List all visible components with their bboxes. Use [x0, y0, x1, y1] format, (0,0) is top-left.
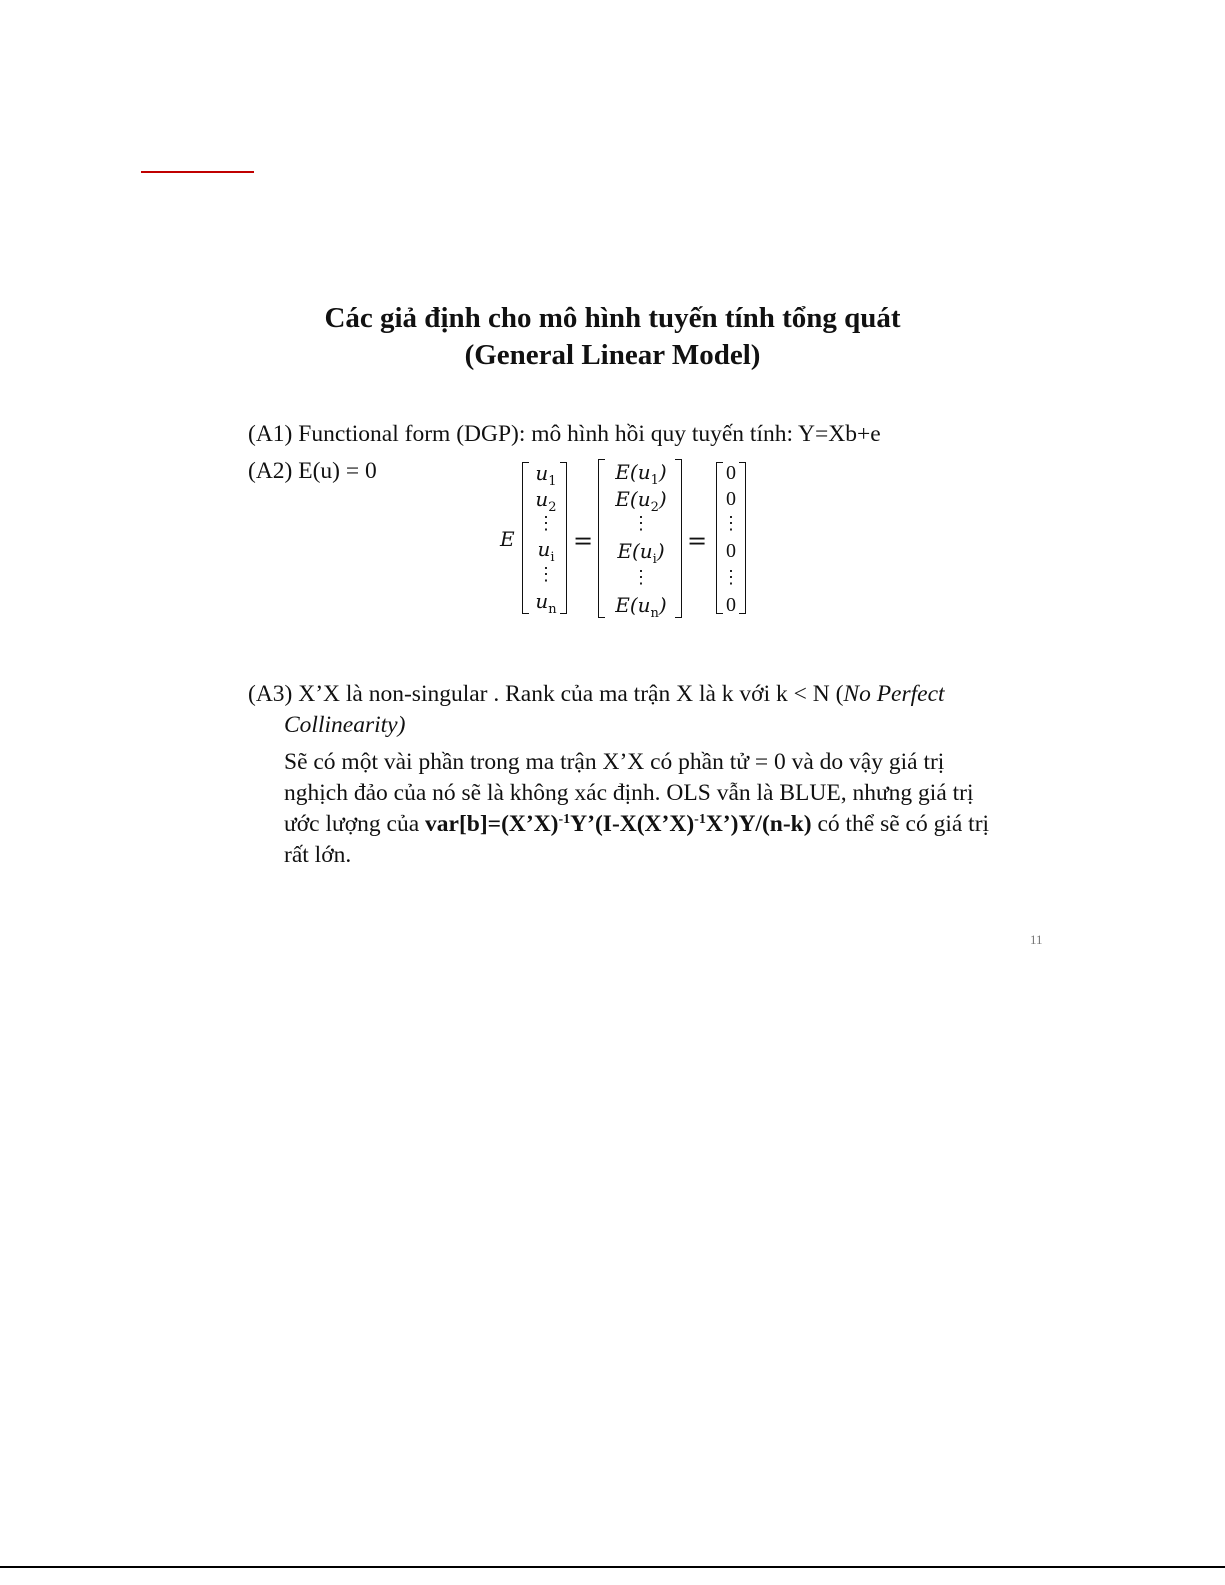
a3-paragraph-line-4: rất lớn.	[284, 842, 352, 868]
title-line-1: Các giả định cho mô hình tuyến tính tổng quát	[324, 302, 901, 334]
variance-formula: var[b]=(X’X)$^{-1}$Y’(I-X(X’X)$^{-1}$X’)Y/(n-k)	[425, 811, 812, 837]
a3-italic-no-perfect: No Perfect	[843, 681, 945, 707]
vector-u-entry-i: $u_i$	[537, 537, 555, 565]
vector-eu-entry-1: $E(u_1)$	[615, 460, 667, 488]
vector-zero-right-bracket	[739, 462, 746, 614]
a3-paragraph-line-2: nghịch đảo của nó sẽ là không xác định. OLS vẫn là BLUE, nhưng giá trị	[284, 780, 974, 806]
assumption-a3-line-1	[248, 679, 945, 709]
bottom-rule	[0, 1566, 1225, 1568]
vector-zero-entry-n: 0	[726, 594, 736, 616]
vector-u-entry-1: $u_1$	[535, 461, 557, 489]
vector-zero-vdots-1: ⋮	[722, 513, 740, 533]
vector-u-entry-2: $u_2$	[535, 487, 557, 515]
equals-sign-1: =	[573, 527, 594, 555]
vector-eu-entry-n: $E(u_n)$	[615, 593, 667, 621]
expectation-operator: E	[500, 527, 515, 551]
red-accent-rule	[141, 171, 254, 173]
vector-zero-entry-i: 0	[726, 540, 736, 562]
assumption-a2-label: (A2) E(u) = 0	[248, 458, 377, 484]
page-number: 11	[1030, 932, 1043, 947]
vector-eu-vdots-2: ⋮	[632, 567, 650, 587]
vector-zero-vdots-2: ⋮	[722, 567, 740, 587]
vector-u-vdots-2: ⋮	[537, 564, 555, 584]
vector-u-vdots-1: ⋮	[537, 513, 555, 533]
vector-u-entry-n: $u_n$	[535, 589, 557, 617]
vector-eu-entry-2: $E(u_2)$	[615, 487, 667, 515]
equals-sign-2: =	[687, 527, 708, 555]
vector-zero-left-bracket	[716, 462, 723, 614]
assumption-a1: (A1) Functional form (DGP): mô hình hồi quy tuyến tính: Y=Xb+e	[248, 421, 881, 447]
title-line-2: (General Linear Model)	[464, 339, 761, 371]
a3-italic-collinearity: Collinearity)	[284, 712, 406, 738]
vector-eu-entry-i: $E(u_i)$	[617, 539, 665, 567]
vector-zero-entry-2: 0	[726, 488, 736, 510]
assumption-a3-line-2	[284, 710, 405, 740]
a3-paragraph-line-1: Sẽ có một vài phần trong ma trận X’X có phần tử = 0 và do vậy giá trị	[284, 749, 945, 775]
a3-lead-text: (A3) X’X là non-singular . Rank của ma trận X là k với k < N (	[248, 681, 844, 707]
vector-zero-entry-1: 0	[726, 462, 736, 484]
vector-u-left-bracket	[522, 462, 529, 614]
a3-paragraph-line-3: ước lượng của var[b]=(X’X)$^{-1}$Y’(I-X(X’X)$^{-1}$X’)Y/(n-k) có thể sẽ có giá trị	[284, 811, 990, 837]
vector-eu-vdots-1: ⋮	[632, 513, 650, 533]
